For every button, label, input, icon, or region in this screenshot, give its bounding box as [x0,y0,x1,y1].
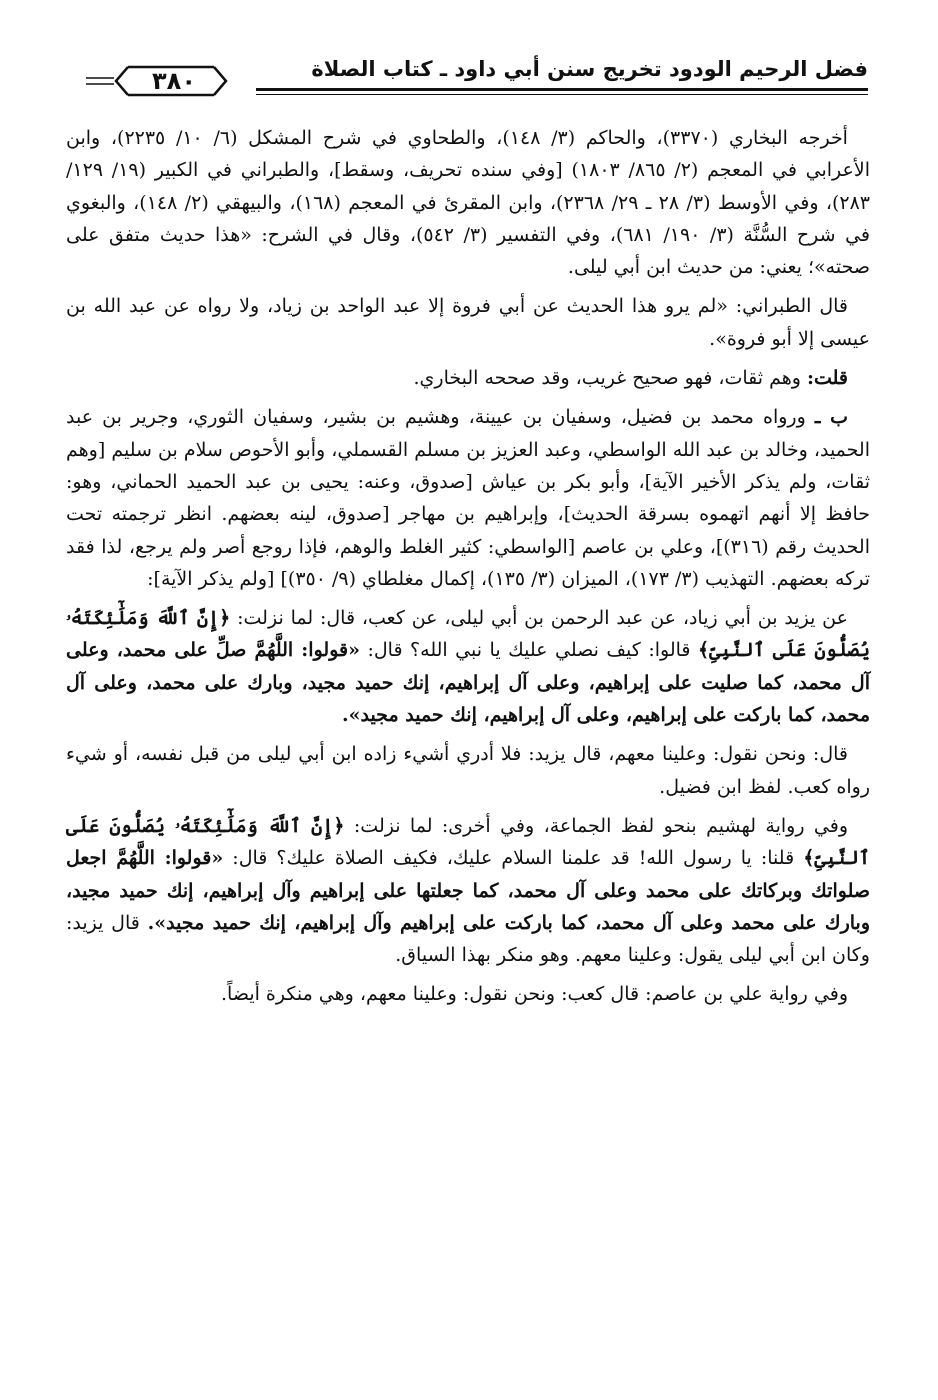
paragraph-p5 [66,602,870,731]
emphasis-text: قلت: [806,367,848,390]
paragraph-p3 [66,362,870,394]
paragraph-p8 [66,978,870,1010]
paragraph-p7 [66,810,870,971]
paragraph-p6 [66,738,870,803]
quran-verse: ﴿إِنَّ ٱللَّهَ وَمَلَٰٓئِكَتَهُۥ يُصَلُّونَ عَلَى ٱلنَّبِىِّ﴾ [66,607,870,662]
paragraph-text: وفي رواية علي بن عاصم: قال كعب: ونحن نقول: وعلينا معهم، وهي منكرة أيضاً. [221,983,848,1006]
quran-verse: ﴿إِنَّ ٱللَّهَ وَمَلَٰٓئِكَتَهُۥ يُصَلُّونَ عَلَى ٱلنَّبِىِّ﴾ [66,814,870,870]
paragraph-text: وفي رواية لهشيم بنحو لفظ الجماعة، وفي أخرى: لما نزلت: [344,814,849,837]
paragraph-text: عن يزيد بن أبي زياد، عن عبد الرحمن بن أبي ليلى، عن كعب، قال: لما نزلت: [230,607,848,630]
paragraph-text: قال الطبراني: «لم يرو هذا الحديث عن أبي فروة إلا عبد الواحد بن زياد، ولا رواه عن عبد الله بن عيسى إلا أبو فروة». [66,295,870,350]
header-rule [256,88,868,91]
body-text [66,122,870,1018]
paragraph-text: ورواه محمد بن فضيل، وسفيان بن عيينة، وهشيم بن بشير، وسفيان الثوري، وجرير بن عبد الحميد، وخالد بن عبد الله الواسطي، وعبد العزيز بن مسلم القسملي، وأبو الأحوص سلام بن سليم [وهم ثقات، ولم يذكر الأخير الآية]، وأبو بكر بن عياش [صدوق، وعنه: يحيى بن عبد الحميد الحماني، وهو: حافظ إلا أنهم اتهموه بسرقة الحديث]، وإبراهيم بن مهاجر [صدوق، لينه بعضهم. انظر ترجمته تحت الحديث رقم (٣١٦)]، وعلي بن عاصم [الواسطي: كثير الغلط والوهم، فإذا روجع أصر ولم يرجع، لذا فقد تركه بعضهم. التهذيب (٣/ ١٧٣)، الميزان (٣/ ١٣٥)، إكمال مغلطاي (٩/ ٣٥٠)] [ولم يذكر الآية]: [66,406,870,590]
emphasis-text: «قولوا: اللَّهُمَّ اجعل صلواتك وبركاتك على محمد وعلى آل محمد، كما جعلتها على إبراهيم وآل إبراهيم، إنك حميد مجيد، وبارك على محمد وعلى آل محمد، كما باركت على إبراهيم وآل إبراهيم، إنك حميد مجيد». [66,847,870,934]
paragraph-p2 [66,290,870,355]
book-title: فضل الرحيم الودود تخريج سنن أبي داود ـ كتاب الصلاة [311,57,868,81]
paragraph-text: قال: ونحن نقول: وعلينا معهم، قال يزيد: فلا أدري أشيء زاده ابن أبي ليلى من قبل نفسه، أو شيء رواه كعب. لفظ ابن فضيل. [66,743,870,798]
paragraph-text: أخرجه البخاري (٣٣٧٠)، والحاكم (٣/ ١٤٨)، والطحاوي في شرح المشكل (٦/ ١٠/ ٢٢٣٥)، وابن الأعرابي في المعجم (٢/ ٨٦٥/ ١٨٠٣) [وفي سنده تحريف، وسقط]، والطبراني في الكبير (١٩/ ١٢٩/ ٢٨٣)، وفي الأوسط (٣/ ٢٨ ـ ٢٩/ ٢٣٦٨)، وابن المقرئ في المعجم (١٦٨)، والبيهقي (٢/ ١٤٨)، والبغوي في شرح السُّنَّة (٣/ ١٩٠/ ٦٨١)، وفي التفسير (٣/ ٥٤٢)، وقال في الشرح: «هذا حديث متفق على صحته»؛ يعني: من حديث ابن أبي ليلى. [66,127,870,279]
page-number-frame [86,64,256,98]
header-rule-thin [256,94,868,95]
paragraph-text: قالوا: كيف نصلي عليك يا نبي الله؟ قال: [359,639,698,662]
paragraph-text: قلنا: يا رسول الله! قد علمنا السلام عليك، فكيف الصلاة عليك؟ قال: [223,847,804,870]
paragraph-p4 [66,401,870,595]
emphasis-text: «قولوا: اللَّهُمَّ صلِّ على محمد، وعلى آل محمد، كما صليت على إبراهيم، وعلى آل إبراهيم، إنك حميد مجيد، وبارك على محمد، وعلى آل محمد، كما باركت على إبراهيم، وعلى آل إبراهيم، إنك حميد مجيد». [66,639,870,727]
paragraph-p1 [66,122,870,283]
emphasis-text: ب ـ [814,406,848,429]
running-header [66,54,868,102]
paragraph-text: وهم ثقات، فهو صحيح غريب، وقد صححه البخاري. [413,367,807,390]
paragraph-text: قال يزيد: وكان ابن أبي ليلى يقول: وعلينا معهم. وهو منكر بهذا السياق. [66,911,870,967]
page-number: ٣٨٠ [152,67,196,95]
